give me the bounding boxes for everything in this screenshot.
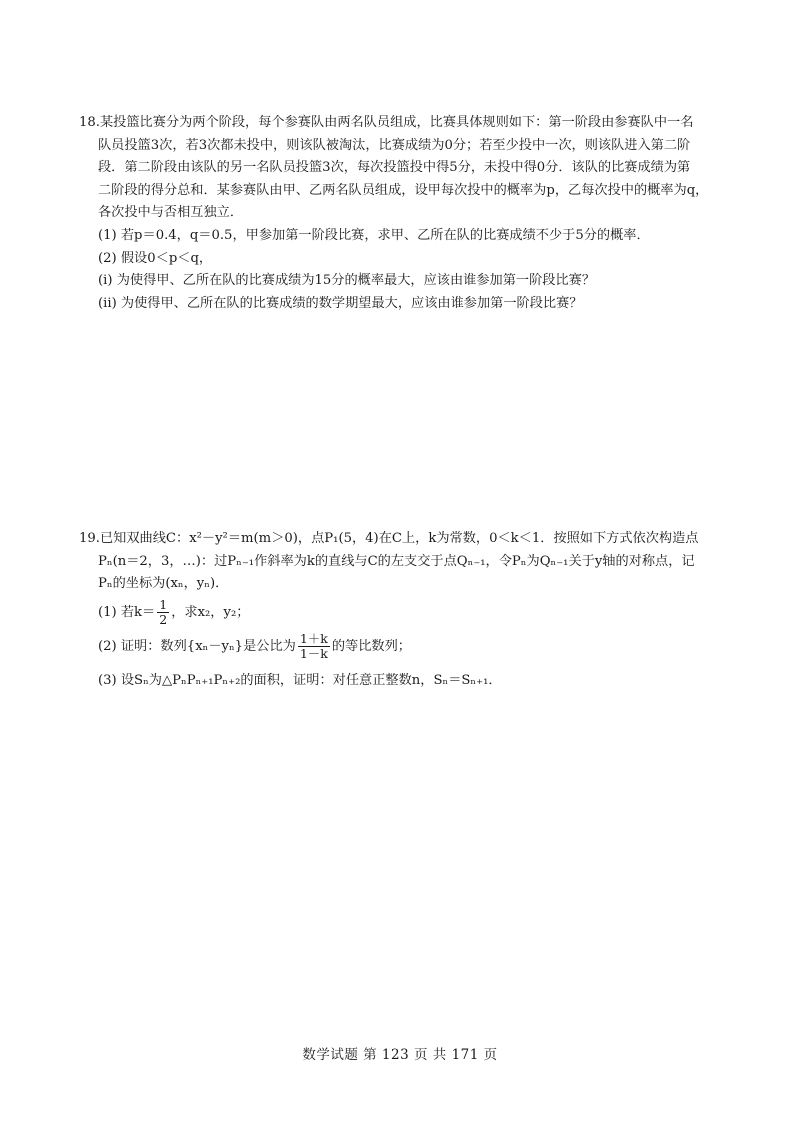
fraction: $\frac{1+k}{1-k}$	[299, 630, 328, 661]
sub-question-2: (2) 证明：数列{xₙ－yₙ}是公比为 $\frac{1+k}{1-k}$ 的等比数列；	[98, 630, 411, 661]
problem-number: 18.	[79, 115, 100, 130]
sub-question-2-ii: (ii) 为使得甲、乙所在队的比赛成绩的数学期望最大，应该由谁参加第一阶段比赛？	[98, 295, 583, 311]
sub-question-1: (1) 若k＝ $\frac{1}{2}$ ，求x₂，y₂；	[98, 596, 250, 627]
problem-text-line: 各次投中与否相互独立．	[98, 205, 244, 221]
problem-text-line: 18.某投篮比赛分为两个阶段，每个参赛队由两名队员组成，比赛具体规则如下：第一阶段由参赛队中一名	[79, 115, 694, 130]
problem-text-line: 段．第二阶段由该队的另一名队员投篮3次，每次投篮投中得5分，未投中得0分．该队的比赛成绩为第	[98, 160, 691, 176]
page-footer: 数学试题 第 123 页 共 171 页	[302, 1047, 498, 1063]
problem-text-line: 队员投篮3次，若3次都未投中，则该队被淘汰，比赛成绩为0分；若至少投中一次，则该队进入第二阶	[98, 137, 691, 153]
sub-question-1: (1) 若p＝0.4，q＝0.5，甲参加第一阶段比赛，求甲、乙所在队的比赛成绩不少于5分的概率．	[98, 227, 650, 243]
sub-question-2: (2) 假设0＜p＜q，	[98, 250, 213, 266]
problem-number: 19.	[79, 531, 100, 546]
fraction: $\frac{1}{2}$	[159, 596, 168, 627]
sub-question-3: (3) 设Sₙ为△PₙPₙ₊₁Pₙ₊₂的面积，证明：对任意正整数n，Sₙ＝Sₙ₊₁．	[98, 672, 502, 688]
problem-text-line: 19.已知双曲线C：x²－y²＝m(m＞0)，点P₁(5，4)在C上，k为常数，0＜k＜1．按照如下方式依次构造点	[79, 531, 699, 546]
problem-18	[79, 112, 719, 315]
problem-text-line: Pₙ(n＝2，3，…)：过Pₙ₋₁作斜率为k的直线与C的左支交于点Qₙ₋₁，令Pₙ为Qₙ₋₁关于y轴的对称点，记	[98, 553, 695, 569]
problem-19	[79, 528, 719, 698]
sub-question-2-i: (i) 为使得甲、乙所在队的比赛成绩为15分的概率最大，应该由谁参加第一阶段比赛？	[98, 273, 596, 289]
problem-text-line: 二阶段的得分总和．某参赛队由甲、乙两名队员组成，设甲每次投中的概率为p，乙每次投中的概率为q，	[98, 182, 709, 198]
problem-text-line: Pₙ的坐标为(xₙ，yₙ)．	[98, 576, 229, 592]
